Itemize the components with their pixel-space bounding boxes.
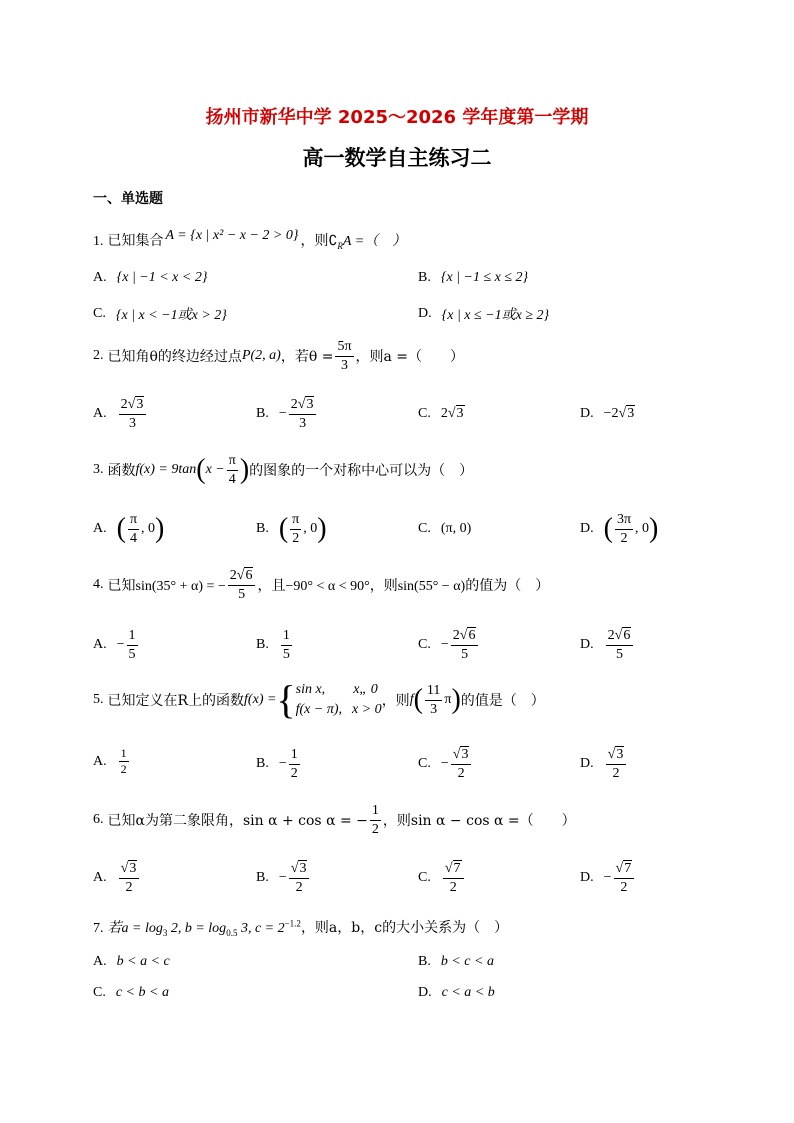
option-fraction: [119, 746, 129, 777]
argument-fraction: [425, 682, 442, 718]
sign: −: [440, 637, 449, 652]
option-text: {x | −1 ≤ x ≤ 2}: [440, 270, 529, 285]
option-fraction: $\frac{√3}{2}$: [606, 746, 627, 782]
option-5c[interactable]: [418, 746, 473, 782]
fraction-denominator: 5: [282, 646, 290, 662]
option-label: D.: [580, 405, 594, 421]
option-3d[interactable]: D. ( $\frac{3\pi}{2}$ , 0 ): [580, 512, 659, 546]
question-stem: 函数: [107, 463, 136, 479]
option-label: A.: [93, 270, 107, 285]
question-tail: ，且−90° < α < 90°，则sin(55° − α)的值为（ ）: [257, 579, 550, 594]
fraction-denominator: 2: [120, 762, 127, 776]
radicand: 3: [627, 406, 635, 421]
point-p: P(2, a): [241, 348, 281, 363]
fraction-denominator: 2: [449, 879, 457, 895]
option-label: A.: [93, 870, 107, 885]
fraction-denominator: 2: [125, 879, 133, 895]
fraction-denominator: 2: [295, 879, 303, 895]
option-label: B.: [256, 521, 269, 536]
option-2d[interactable]: D. −2 √ 3: [580, 405, 635, 421]
fraction-denominator: 2: [457, 765, 465, 781]
question-stem: 已知sin(35° + α) = −: [107, 579, 226, 594]
option-1d[interactable]: [418, 304, 549, 324]
option-5b[interactable]: [256, 746, 302, 782]
option-4b[interactable]: [256, 627, 294, 663]
option-label: B.: [256, 870, 269, 885]
coefficient: 2: [607, 628, 615, 643]
fraction-denominator: 2: [371, 821, 379, 837]
option-label: A.: [93, 954, 107, 969]
question-4: [93, 567, 549, 603]
option-fraction: [128, 511, 139, 547]
radicand: 7: [624, 861, 632, 876]
option-fraction: $\frac{√3}{2}$: [289, 860, 310, 896]
question-2: [93, 338, 464, 374]
section-title: 一、单选题: [93, 191, 163, 207]
option-label: B.: [256, 756, 269, 771]
question-stem: 若a = log: [107, 921, 163, 936]
question-stem: 已知α为第二象限角，sin α + cos α = −: [107, 813, 368, 829]
fraction-denominator: 3: [128, 415, 136, 431]
question-stem-mid: ，若θ =: [280, 349, 334, 365]
option-3c[interactable]: [418, 521, 471, 537]
option-label: A.: [93, 753, 107, 769]
question-number: 1.: [93, 234, 104, 249]
sign: −: [603, 870, 612, 885]
option-fraction: $\frac{2√6}{5}$: [606, 627, 634, 663]
option-3a[interactable]: A. ( $\frac{\pi}{4}$ , 0 ): [93, 512, 165, 546]
radicand: 3: [136, 397, 144, 412]
radicand: 6: [468, 628, 476, 643]
fraction-numerator: 11: [425, 682, 442, 701]
option-label: C.: [418, 756, 431, 771]
option-fraction: $\frac{2√3}{3}$: [119, 396, 147, 432]
option-text: b < a < c: [116, 954, 170, 969]
question-number: 2.: [93, 348, 104, 363]
option-fraction: [290, 511, 301, 547]
option-fraction: [281, 627, 292, 663]
fraction-denominator: 5: [461, 646, 469, 662]
option-label: A.: [93, 637, 107, 652]
option-label: B.: [256, 406, 269, 421]
case2-expression: f(x − π),: [295, 702, 343, 718]
question-stem-mid-2: 3, c = 2: [237, 921, 285, 936]
radicand: 3: [129, 861, 137, 876]
question-number: 7.: [93, 921, 104, 936]
option-7b[interactable]: [418, 954, 494, 970]
shift-fraction: [227, 452, 238, 488]
option-text: c < a < b: [441, 985, 495, 1000]
option-label: C.: [418, 637, 431, 652]
fraction-denominator: 5: [128, 646, 136, 662]
radicand: 3: [456, 406, 464, 421]
exponent: −1.2: [284, 918, 301, 929]
fraction-denominator: 3: [340, 357, 348, 373]
coordinate-tail: , 0: [303, 521, 318, 536]
option-text: {x | x ≤ −1或x ≥ 2}: [441, 308, 550, 323]
option-4d[interactable]: [580, 627, 635, 663]
coordinate-tail: , 0: [141, 521, 156, 536]
fraction-denominator: 3: [430, 701, 438, 717]
option-1c[interactable]: [93, 304, 227, 324]
option-label: A.: [93, 521, 107, 536]
fraction-denominator: 4: [129, 530, 137, 546]
option-text: 2: [440, 405, 448, 421]
option-label: C.: [93, 985, 106, 1000]
option-fraction: $\frac{2√3}{3}$: [289, 396, 317, 432]
option-7a[interactable]: [93, 954, 170, 970]
question-tail: ，则a，b，c的大小关系为（ ）: [300, 920, 509, 936]
question-tail: A =（ ）: [342, 234, 407, 249]
fraction-numerator: 1: [289, 746, 300, 765]
question-number: 3.: [93, 462, 104, 477]
option-text: {x | −1 < x < 2}: [116, 270, 208, 285]
option-5a[interactable]: [93, 746, 131, 777]
option-label: A.: [93, 406, 107, 421]
radicand: 7: [453, 861, 461, 876]
fraction-denominator: 2: [290, 765, 298, 781]
option-4a[interactable]: [93, 627, 140, 663]
function-expression: f(x) =: [244, 692, 277, 708]
question-stem: 已知集合: [107, 233, 164, 249]
fraction-denominator: 5: [238, 586, 246, 602]
complement-subscript: R: [337, 240, 343, 251]
question-tail: 的图象的一个对称中心可以为（ ）: [249, 463, 474, 479]
option-text: b < c < a: [440, 954, 494, 969]
option-6c[interactable]: [418, 860, 466, 896]
option-label: C.: [418, 870, 431, 885]
radicand: 3: [616, 747, 624, 762]
fraction-denominator: 2: [612, 765, 620, 781]
question-tail: 的值是（ ）: [460, 693, 545, 710]
question-3: 3. 函数 f(x) = 9tan ( x − $\frac{\pi}{4}$ ) 的图象的一个对称中心可以为（ ）: [93, 453, 474, 487]
option-fraction: [615, 511, 633, 547]
fraction-numerator: 1: [127, 627, 138, 646]
option-text: c < b < a: [115, 985, 169, 1000]
coefficient: 2: [229, 568, 237, 583]
option-6d[interactable]: [580, 860, 636, 896]
school-term-header: 扬州市新华中学 2025～2026 学年度第一学期: [205, 107, 589, 128]
question-5: 5. 已知定义在R上的函数 f(x) = { sin x, x„ 0 f(x − π), x > 0 ，则 f ( $\frac{11}{3}$ π ) 的值是（ ）: [93, 677, 545, 723]
sign: −: [278, 406, 287, 421]
coefficient: 2: [120, 397, 128, 412]
question-7: [93, 917, 508, 938]
option-2b[interactable]: [256, 396, 318, 432]
option-fraction: $\frac{√3}{2}$: [451, 746, 472, 782]
option-label: D.: [418, 985, 432, 1000]
given-fraction: $\frac{2√6}{5}$: [228, 567, 256, 603]
theta-fraction: [335, 338, 353, 374]
coordinate-tail: , 0: [635, 521, 650, 536]
fraction-denominator: 3: [299, 415, 307, 431]
question-stem: 已知定义在R上的函数: [107, 693, 245, 710]
piecewise-cases: [296, 680, 382, 721]
option-4c[interactable]: [418, 627, 480, 663]
option-2c[interactable]: C. 2 √ 3: [418, 405, 464, 421]
question-6: [93, 802, 576, 838]
fraction-denominator: 2: [620, 530, 628, 546]
option-2a[interactable]: [93, 396, 148, 432]
option-7d[interactable]: [418, 985, 495, 1001]
question-1: [93, 230, 406, 251]
option-label: D.: [418, 306, 432, 321]
fraction-denominator: 2: [620, 879, 628, 895]
option-label: B.: [256, 637, 269, 652]
fraction-numerator: 1: [370, 802, 381, 821]
option-label: B.: [418, 270, 431, 285]
option-6a[interactable]: [93, 860, 141, 896]
fraction-numerator: π: [128, 511, 139, 530]
option-7c[interactable]: [93, 985, 169, 1001]
fraction-numerator: π: [290, 511, 301, 530]
option-fraction: $\frac{√7}{2}$: [443, 860, 464, 896]
coefficient: 2: [290, 397, 298, 412]
given-fraction: [370, 802, 381, 838]
sign: −: [440, 756, 449, 771]
set-definition: A = {x | x² − x − 2 > 0}: [165, 228, 299, 243]
question-tail: ，则sin α − cos α =（ ）: [382, 813, 576, 829]
option-label: C.: [418, 405, 431, 421]
fraction-numerator: 3π: [615, 511, 633, 530]
option-6b[interactable]: [256, 860, 311, 896]
fraction-denominator: 4: [228, 471, 236, 487]
case1-expression: sin x,: [295, 682, 326, 697]
option-text: (π, 0): [440, 521, 472, 536]
option-label: D.: [580, 637, 594, 652]
function-expression: f(x) = 9tan: [135, 462, 197, 477]
option-1b[interactable]: [418, 270, 528, 286]
option-fraction: $\frac{√3}{2}$: [119, 860, 140, 896]
option-label: D.: [580, 756, 594, 771]
option-text: {x | x < −1或x > 2}: [115, 308, 227, 323]
question-number: 5.: [93, 692, 104, 708]
function-name: f: [409, 692, 414, 708]
option-5d[interactable]: [580, 746, 628, 782]
radicand: 6: [623, 628, 631, 643]
option-label: C.: [93, 306, 106, 321]
question-number: 6.: [93, 812, 104, 827]
sign: −: [278, 756, 287, 771]
option-fraction: $\frac{√7}{2}$: [614, 860, 635, 896]
log-base-2: 0.5: [226, 927, 238, 938]
question-number: 4.: [93, 577, 104, 592]
exam-title: 高一数学自主练习二: [302, 146, 492, 170]
option-text: −2: [603, 405, 619, 421]
case1-condition: x„ 0: [353, 682, 378, 697]
radicand: 6: [245, 568, 253, 583]
fraction-denominator: 5: [615, 646, 623, 662]
coefficient: 2: [452, 628, 460, 643]
sign: −: [116, 637, 125, 652]
fraction-numerator: 1: [120, 746, 127, 760]
option-label: D.: [580, 521, 594, 536]
option-3b[interactable]: B. ( $\frac{\pi}{2}$ , 0 ): [256, 512, 327, 546]
question-stem-mid-1: 2, b = log: [167, 921, 227, 936]
complement-symbol: ∁: [328, 234, 338, 249]
fraction-numerator: 5π: [335, 338, 353, 357]
option-1a[interactable]: [93, 270, 207, 286]
option-label: D.: [580, 870, 594, 885]
radicand: 3: [461, 747, 469, 762]
sign: −: [278, 870, 287, 885]
option-label: C.: [418, 521, 431, 536]
question-stem: 已知角θ的终边经过点: [107, 349, 242, 365]
question-stem-mid: ，则: [381, 693, 410, 710]
fraction-numerator: 1: [281, 627, 292, 646]
inner-expression: x −: [205, 462, 225, 477]
radicand: 3: [299, 861, 307, 876]
option-label: B.: [418, 954, 431, 969]
fraction-denominator: 2: [292, 530, 300, 546]
option-fraction: $\frac{2√6}{5}$: [451, 627, 479, 663]
radicand: 3: [306, 397, 314, 412]
log-base-1: 3: [162, 927, 168, 938]
question-stem-mid: ，则: [300, 233, 329, 249]
question-tail: ，则a =（ ）: [355, 349, 465, 365]
option-fraction: [289, 746, 300, 782]
option-fraction: [127, 627, 138, 663]
case2-condition: x > 0: [352, 702, 382, 718]
pi-symbol: π: [444, 692, 452, 708]
fraction-numerator: π: [227, 452, 238, 471]
